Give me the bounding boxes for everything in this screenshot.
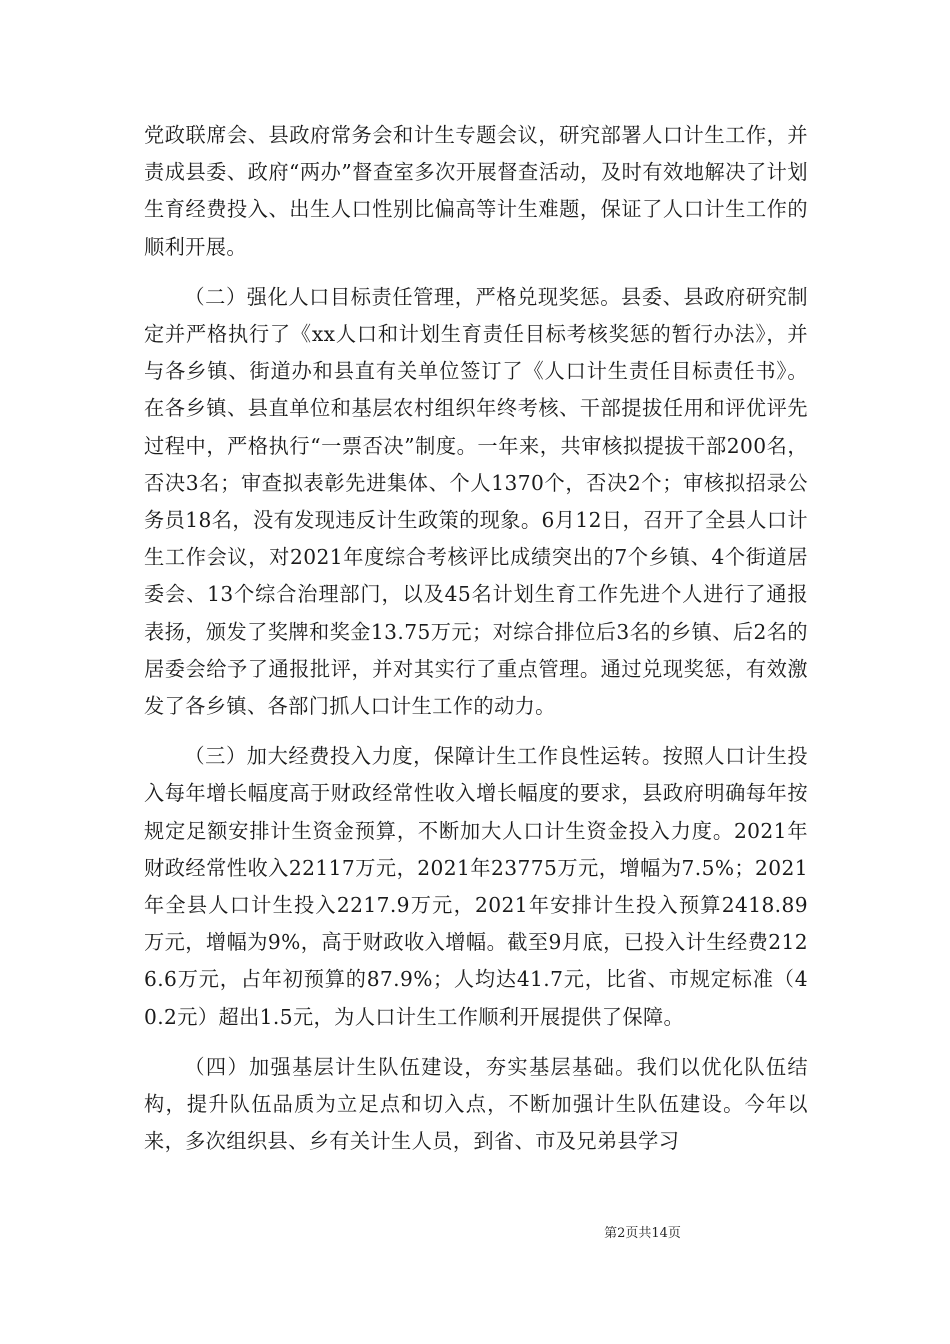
paragraph-section-3: （三）加大经费投入力度，保障计生工作良性运转。按照人口计生投入每年增长幅度高于财政经常性收入增长幅度的要求，县政府明确每年按规定足额安排计生资金预算，不断加大人口计生资金投入力度。2021年财政经常性收入22117万元，2021年23775万元，增幅为7.5%；2021年全县人口计生投入2217.9万元，2021年安排计生投入预算2418.89万元，增幅为9%，高于财政收入增幅。截至9月底，已投入计生经费2126.6万元，占年初预算的87.9%；人均达41.7元，比省、市规定标准（40.2元）超出1.5元，为人口计生工作顺利开展提供了保障。 xyxy=(144,744,808,1029)
document-body xyxy=(144,117,808,1173)
paragraph-continuation: 党政联席会、县政府常务会和计生专题会议，研究部署人口计生工作，并责成县委、政府“两办”督查室多次开展督查活动，及时有效地解决了计划生育经费投入、出生人口性别比偏高等计生难题，保证了人口计生工作的顺利开展。 xyxy=(144,123,808,259)
paragraph-section-4: （四）加强基层计生队伍建设，夯实基层基础。我们以优化队伍结构，提升队伍品质为立足点和切入点，不断加强计生队伍建设。今年以来，多次组织县、乡有关计生人员，到省、市及兄弟县学习 xyxy=(144,1054,808,1154)
page-number-footer: 第2页共14页 xyxy=(604,1226,681,1241)
paragraph-section-2: （二）强化人口目标责任管理，严格兑现奖惩。县委、县政府研究制定并严格执行了《xx人口和计划生育责任目标考核奖惩的暂行办法》，并与各乡镇、街道办和县直有关单位签订了《人口计生责任目标责任书》。在各乡镇、县直单位和基层农村组织年终考核、干部提拔任用和评优评先过程中，严格执行“一票否决”制度。一年来，共审核拟提拔干部200名，否决3名；审查拟表彰先进集体、个人1370个，否决2个；审核拟招录公务员18名，没有发现违反计生政策的现象。6月12日，召开了全县人口计生工作会议，对2021年度综合考核评比成绩突出的7个乡镇、4个街道居委会、13个综合治理部门，以及45名计划生育工作先进个人进行了通报表扬，颁发了奖牌和奖金13.75万元；对综合排位后3名的乡镇、后2名的居委会给予了通报批评，并对其实行了重点管理。通过兑现奖惩，有效激发了各乡镇、各部门抓人口计生工作的动力。 xyxy=(144,284,808,719)
